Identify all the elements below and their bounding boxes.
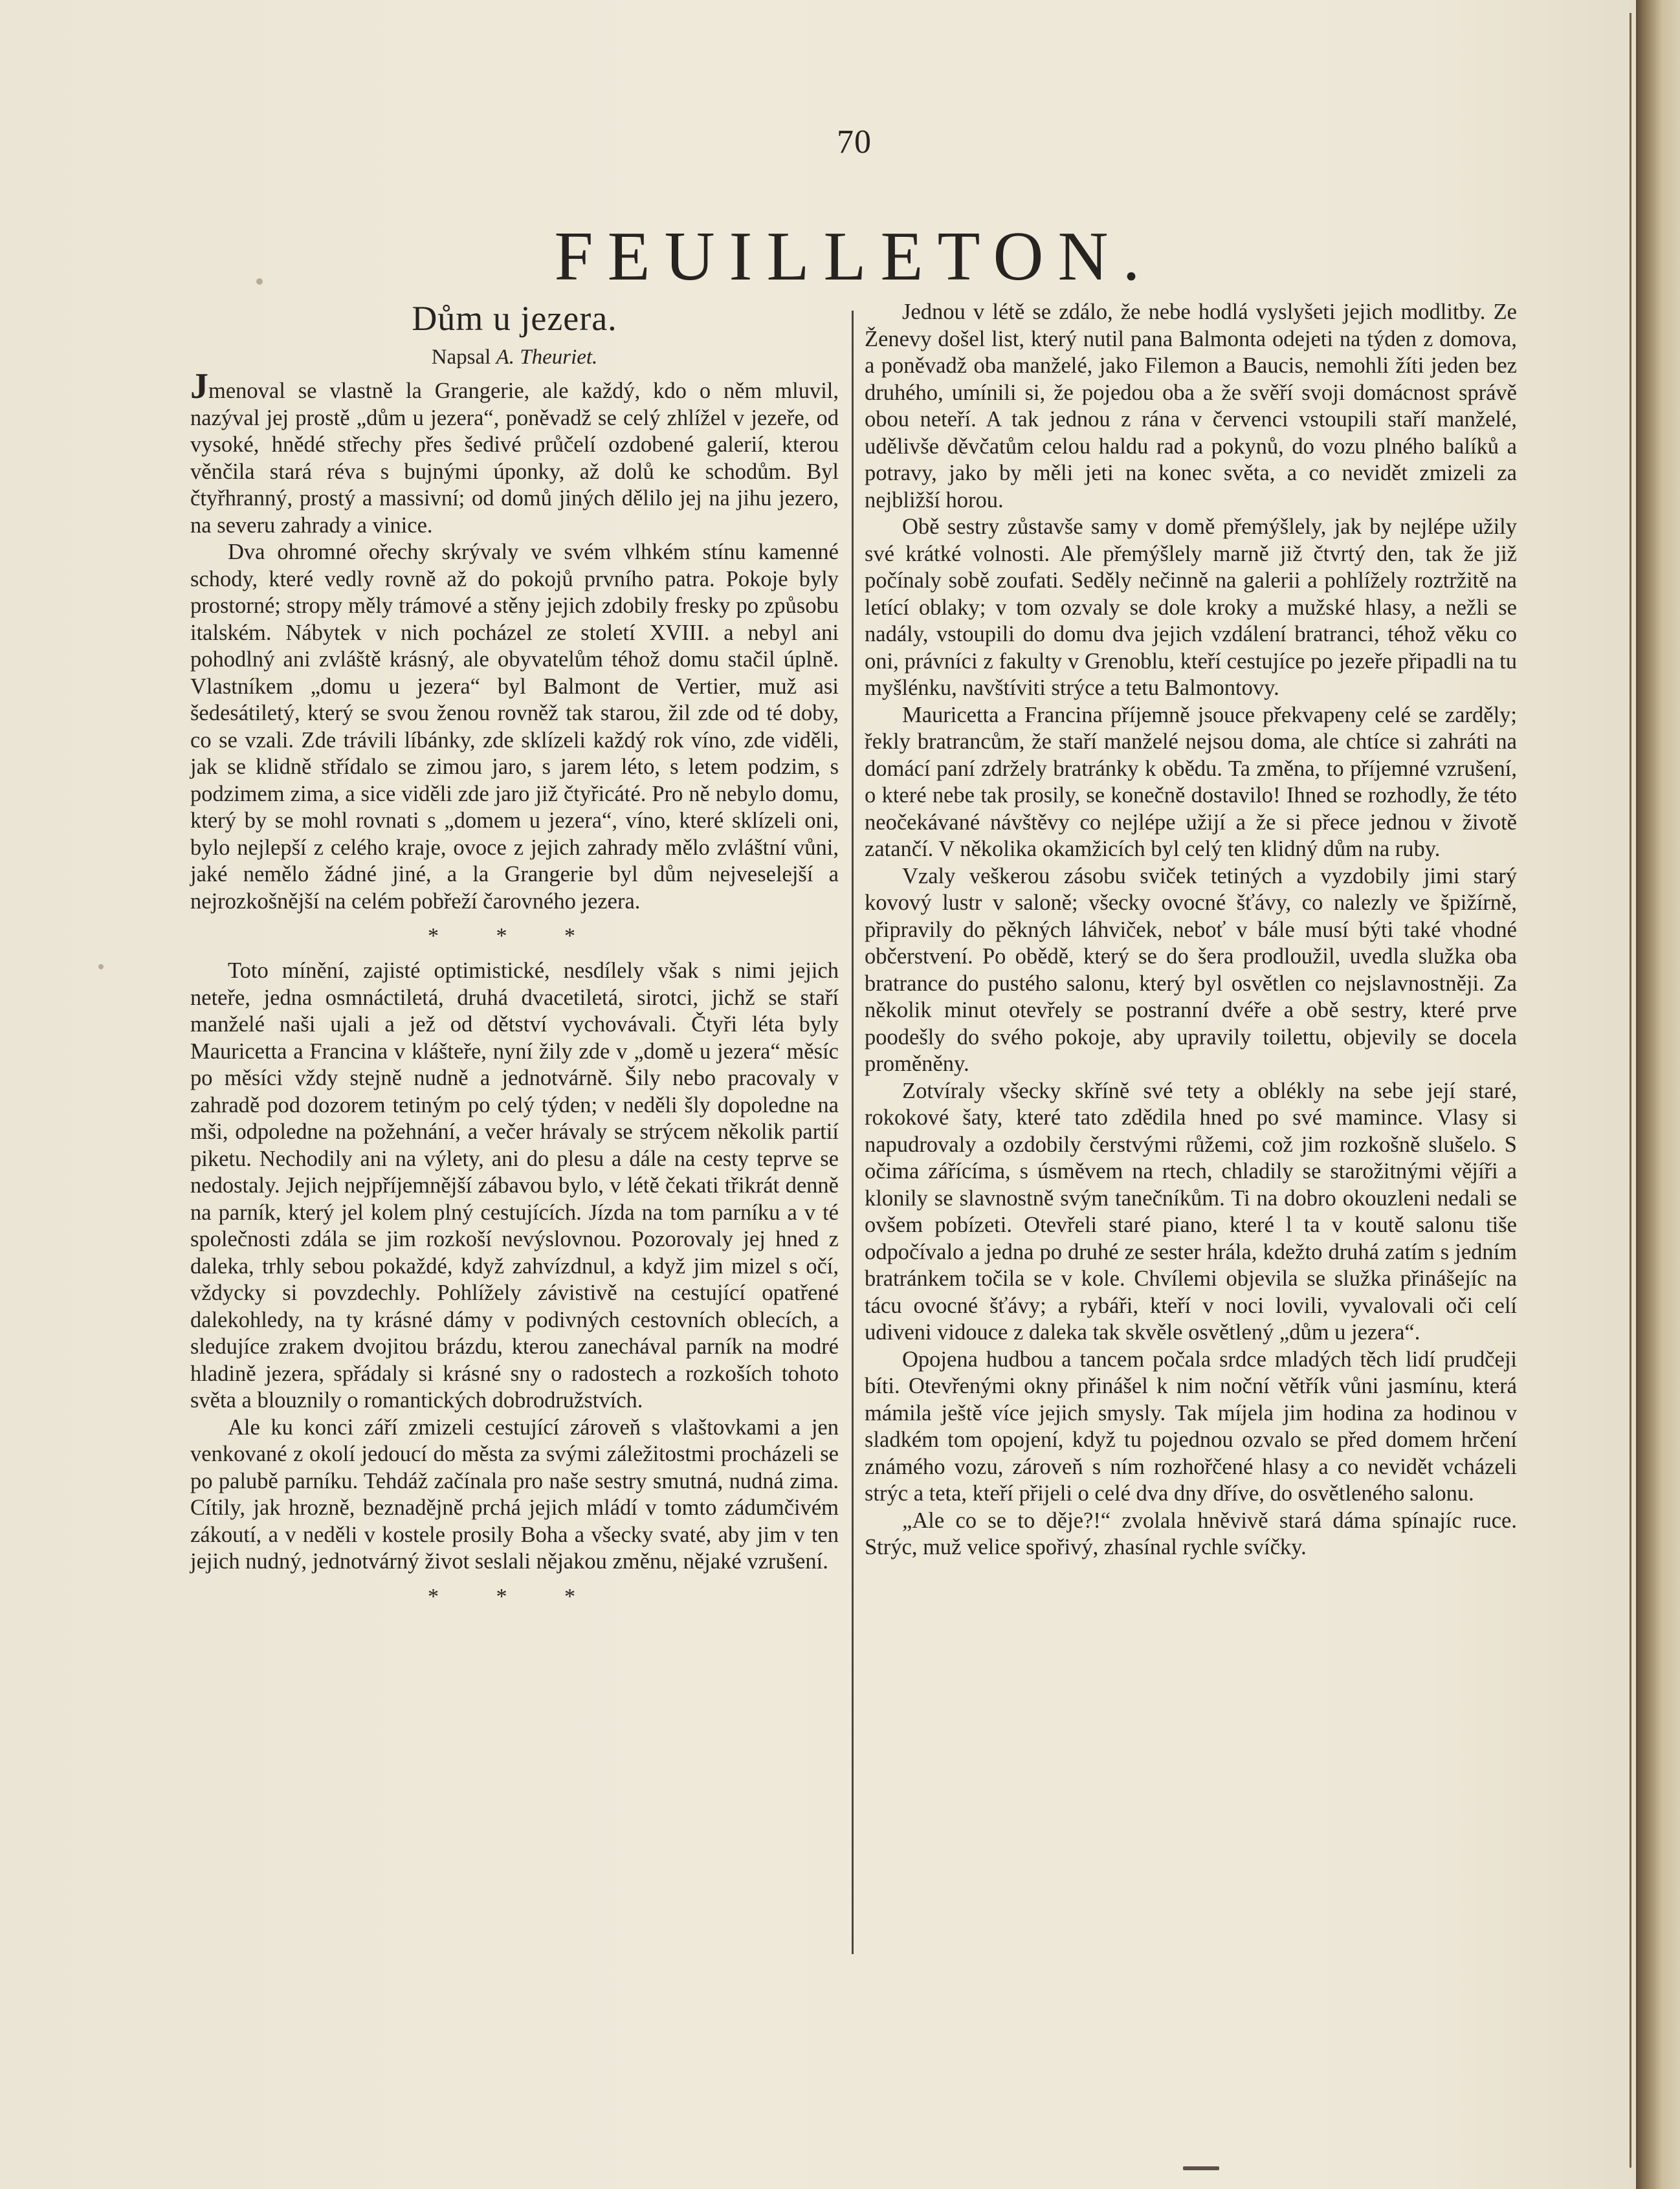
paragraph: Ale ku konci září zmizeli cestující zároveň s vlaštovkami a jen venkované z okolí jedoucí do města za svými záležitostmi procházeli se po palubě parníku. Tehdáž začínala pro naše sestry smutná, nudná zima. Cítily, jak hrozně, beznadějně prchá jejich mládí v tomto zádumčivém zákoutí, a v neděli v kostele prosily Boha a všecky svaté, aby jim v ten jejich nudný, jednotvárný život seslali nějakou změnu, nějaké vzrušení. [190, 1414, 839, 1574]
byline-prefix: Napsal [431, 346, 491, 369]
section-break: * * * [428, 1584, 601, 1609]
paragraph: Dva ohromné ořechy skrývaly ve svém vlhkém stínu kamenné schody, které vedly rovně až do pokojů prvního patra. Pokoje byly prostorné; stropy měly trámové a stěny jejich zdobily fresky po způsobu italském. Nábytek v nich pocházel ze století XVIII. a nebyl ani pohodlný ani zvláště krásný, ale obyvatelům téhož domu stačil úplně. Vlastníkem „domu u jezera“ byl Balmont de Vertier, muž asi šedesátiletý, který se svou ženou rovněž tak starou, žil zde od té doby, co se vzali. Zde trávili líbánky, zde sklízeli každý rok víno, zde viděli, jak se klidně střídalo se zimou jaro, s jarem léto, s letem podzim, s podzimem zima, a sice viděli zde jaro již čtyřicáté. Pro ně nebylo domu, který by se mohl rovnati s „domem u jezera“, víno, které sklízeli oni, bylo nejlepší z celého kraje, ovoce z jejich zahrady mělo zvláštní vůni, jaké nemělo žádné jiné, a la Grangerie byl dům nejveselejší a nejrozkošnější na celém pobřeží čarovného jezera. [190, 540, 839, 914]
page-fold-line [1630, 13, 1631, 2168]
article-title: Dům u jezera. [412, 299, 617, 338]
paper-speck [256, 278, 263, 285]
paragraph: „Ale co se to děje?!“ zvolala hněvivě stará dáma spínajíc ruce. Strýc, muž velice spořivý, zhasínal rychle svíčky. [865, 1508, 1517, 1559]
page-number: 70 [837, 124, 872, 160]
right-column [865, 299, 1517, 1561]
paragraph: Toto mínění, zajisté optimistické, nesdílely však s nimi jejich neteře, jedna osmnáctiletá, druhá dvacetiletá, sirotci, jichž se staří manželé naši ujali a jež od dětství vychovávali. Čtyři léta byly Mauricetta a Francina v klášteře, nyní žily zde v „domě u jezera“ měsíc po měsíci vždy stejně nudně a jednotvárně. Šily nebo pracovaly v zahradě pod dozorem tetiným po celý týden; v neděli šly dopoledne na mši, odpoledne na požehnání, a večer hrávaly se strýcem několik partií piketu. Nechodily ani na výlety, ani do plesu a dále na cesty teprve se nedostaly. Jejich nejpříjemnější zábavou bylo, v létě čekati třikrát denně na parník, který jel kolem plný cestujících. Jízda na tom parníku a v té společnosti zdála se jim rozkoší nevýslovnou. Pozorovaly jej hned z daleka, trhly sebou pokaždé, když zahvízdnul, a když jim mizel s očí, vždycky si povzdechly. Pohlížely závistivě na cestující opatřené dalekohledy, na ty krásné dámy v podivných cestovních oblecích, a sledujíce zrakem dvojitou brázdu, kterou zanechával parník na modré hladině jezera, spřádaly si krásné sny o radostech a rozkoších tohoto světa a blouznily o romantických dobrodružstvích. [190, 958, 839, 1413]
paper-speck [98, 964, 104, 969]
binding-edge [1636, 0, 1680, 2189]
paragraph: Mauricetta a Francina příjemně jsouce překvapeny celé se zarděly; řekly bratrancům, že staří manželé nejsou doma, ale chtíce si zahráti na domácí paní zdržely bratránky k obědu. Ta změna, to příjemné vzrušení, o které nebe tak prosily, se konečně dostavilo! Ihned se rozhodly, že této neočekávané návštěvy co nejlépe užijí a že si přece jednou v životě zatančí. V několika okamžicích byl celý ten klidný dům na ruby. [865, 702, 1517, 861]
drop-cap: J [190, 366, 208, 406]
byline-author: A. Theuriet. [496, 346, 598, 369]
paragraph: Obě sestry zůstavše samy v domě přemýšlely, jak by nejlépe užily své krátké volnosti. Ale přemýšlely marně již čtvrtý den, tak že již počínaly sobě zoufati. Seděly nečinně na galerii a pohlížely roztržitě na letící oblaky; v tom ozvaly se dole kroky a mužské hlasy, a nežli se nadály, vstoupili do domu dva jejich vzdálení bratranci, téhož věku co oni, právníci z fakulty v Grenoblu, kteří cestujíce po jezeře připadli na tu myšlénku, navštíviti strýce a tetu Balmontovy. [865, 514, 1517, 700]
paragraph: Vzaly veškerou zásobu sviček tetiných a vyzdobily jimi starý kovový lustr v saloně; všecky ovocné šťávy, co nalezly ve špižírně, připravily do pěkných láhviček, neboť v bále musí býti také vhodné občerstvení. Po obědě, který se do šera prodloužil, uvedla služka oba bratrance do pustého salonu, který byl osvětlen co nejslavnostněji. Za několik minut otevřely se postranní dvéře a obě sestry, které prve poodešly do svého pokoje, aby upravily toilettu, objevily se docela proměněny. [865, 863, 1517, 1076]
article-byline [190, 343, 839, 371]
left-column [190, 298, 839, 1618]
print-mark [1183, 2166, 1219, 2170]
paragraph: Zotvíraly všecky skříně své tety a oblékly na sebe její staré, rokokové šaty, které tato zdědila hned po své mamince. Vlasy si napudrovaly a ozdobily čerstvými růžemi, což jim rozkošně slušelo. S očima zářícíma, s úsměvem na rtech, chladily se starožitnými vějíři a klonily se slavnostně svým tanečníkům. Ti na dobro okouzleni nedali se ovšem pobízeti. Otevřeli staré piano, které l ta v koutě salonu tiše odpočívalo a jedna po druhé ze sester hrála, kdežto druhá zatím s jedním bratránkem točila se v kole. Chvílemi objevila se služka přinášejíc na tácu ovocné šťávy; a rybáři, kteří v noci lovili, vyvalovali oči celí udiveni vidouce z daleka tak skvěle osvětlený „dům u jezera“. [865, 1078, 1517, 1345]
section-masthead: FEUILLETON. [554, 218, 1155, 295]
paragraph: Jmenoval se vlastně la Grangerie, ale každý, kdo o něm mluvil, nazýval jej prostě „dům u jezera“, poněvadž se celý zhlížel v jezeře, od vysoké, hnědé střechy přes šedivé průčelí ozdobené galerií, kterou věnčila stará réva s bujnými úponky, až dolů ke schodům. Byl čtyřhranný, prostý a massivní; od domů jiných dělilo jej na jihu jezero, na severu zahrady a vinice. [190, 366, 839, 538]
column-divider [852, 311, 854, 1954]
paragraph: Jednou v létě se zdálo, že nebe hodlá vyslyšeti jejich modlitby. Ze Ženevy došel list, který nutil pana Balmonta odejeti na týden z domova, a poněvadž oba manželé, jako Filemon a Baucis, nemohli žíti jeden bez druhého, umínili si, že pojedou oba a že svěří svoji domácnost správě obou neteří. A tak jednou z rána v červenci vstoupili staří manželé, udělivše děvčatům celou haldu rad a pokynů, do vozu plného balíků a potravy, jako by měli jeti na konec světa, a co nevidět zmizeli za nejbližší horou. [865, 300, 1517, 512]
paragraph: Opojena hudbou a tancem počala srdce mladých těch lidí prudčeji bíti. Otevřenými okny přinášel k nim noční větřík vůni jasmínu, která mámila ještě více jejich smysly. Tak míjela jim hodina za hodinou v sladkém tom opojení, když tu pojednou ozvalo se před domem hrčení známého vozu, zároveň s ním rozhořčené hlasy a co nevidět vcházeli strýc a teta, kteří přijeli o celé dva dny dříve, do osvětleného salonu. [865, 1347, 1517, 1506]
section-break: * * * [428, 924, 601, 948]
